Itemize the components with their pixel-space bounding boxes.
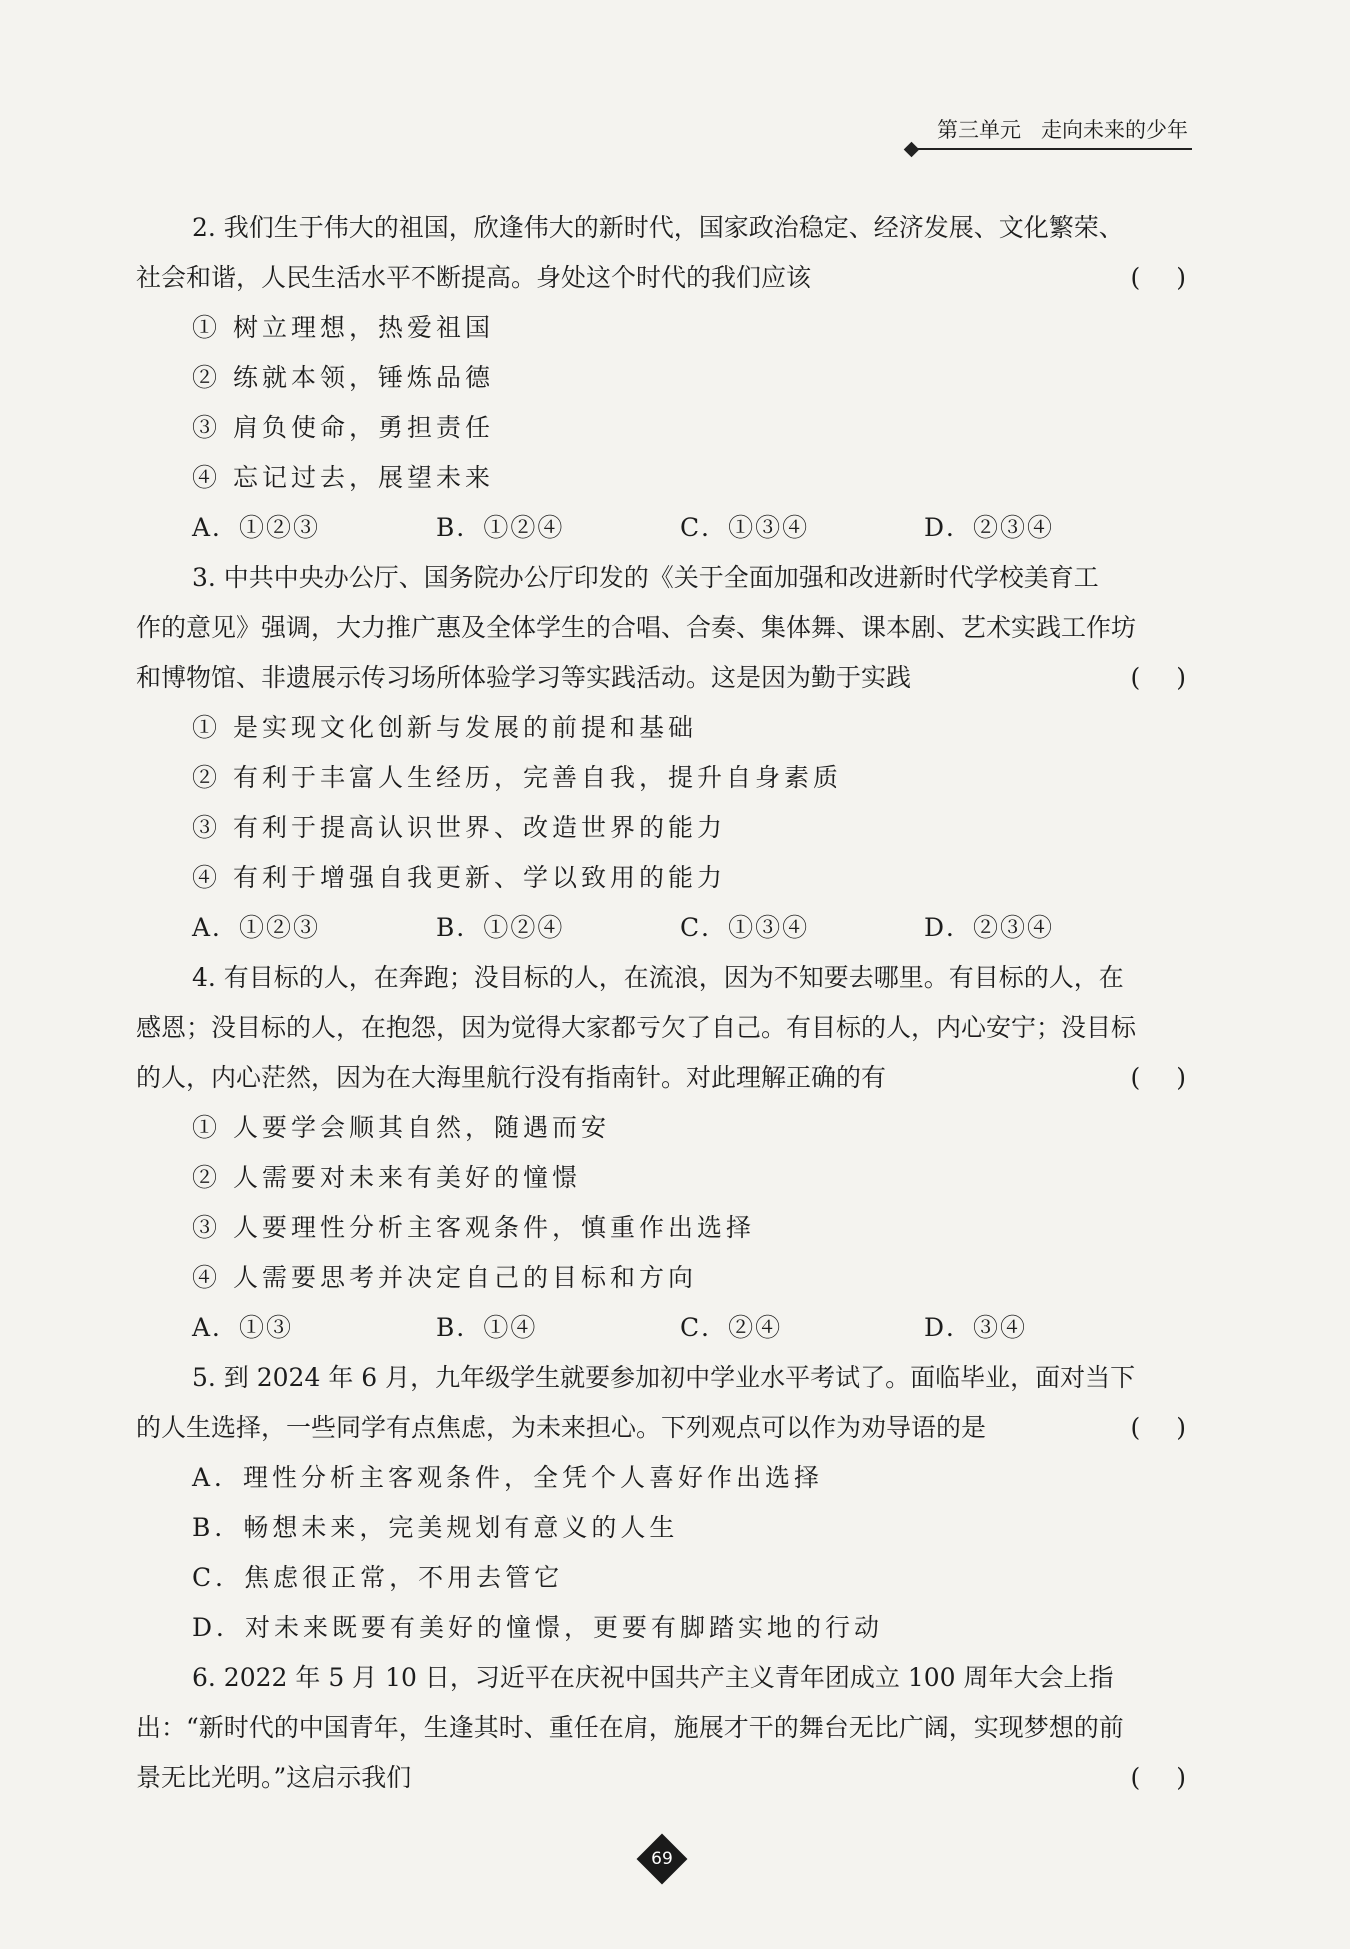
question-4-line-3 (136, 1053, 1192, 1103)
unit-title: 第三单元 走向未来的少年 (936, 118, 1188, 142)
question-5-option-c[interactable]: C．焦虑很正常，不用去管它 (192, 1563, 564, 1592)
choice-c[interactable]: C．①③④ (680, 513, 810, 542)
question-5-option-d[interactable]: D．对未来既要有美好的憧憬，更要有脚踏实地的行动 (192, 1613, 884, 1642)
question-6-line-3 (136, 1753, 1192, 1803)
question-5-option-b[interactable]: B．畅想未来，完美规划有意义的人生 (192, 1513, 679, 1542)
answer-blank[interactable]: ( ) (1130, 1063, 1186, 1092)
choice-c[interactable]: C．②④ (680, 1313, 783, 1342)
question-4-option-3: ③ 人要理性分析主客观条件，慎重作出选择 (192, 1213, 755, 1242)
page-number: 69 (651, 1849, 673, 1869)
diamond-bullet-icon (904, 142, 920, 158)
choice-d[interactable]: D．②③④ (924, 513, 1055, 542)
question-2-text: 社会和谐，人民生活水平不断提高。身处这个时代的我们应该 (136, 263, 812, 292)
choice-a[interactable]: A．①③ (192, 1313, 294, 1342)
question-6-text: 景无比光明。”这启示我们 (136, 1763, 412, 1792)
page-number-badge (638, 1835, 686, 1883)
question-3-option-3: ③ 有利于提高认识世界、改造世界的能力 (192, 813, 726, 842)
choice-c[interactable]: C．①③④ (680, 913, 810, 942)
choice-a[interactable]: A．①②③ (192, 913, 321, 942)
question-3-text: 和博物馆、非遗展示传习场所体验学习等实践活动。这是因为勤于实践 (136, 663, 912, 692)
choice-b[interactable]: B．①②④ (436, 513, 565, 542)
question-3-line-3 (136, 653, 1192, 703)
answer-blank[interactable]: ( ) (1130, 1763, 1186, 1792)
answer-blank[interactable]: ( ) (1130, 663, 1186, 692)
question-4-option-4: ④ 人需要思考并决定自己的目标和方向 (192, 1263, 697, 1292)
question-4-line-1: 4. 有目标的人，在奔跑；没目标的人，在流浪，因为不知要去哪里。有目标的人，在 (192, 963, 1124, 992)
choice-d[interactable]: D．③④ (924, 1313, 1028, 1342)
question-5-line-2 (136, 1403, 1192, 1453)
question-5-option-a[interactable]: A．理性分析主客观条件，全凭个人喜好作出选择 (192, 1463, 824, 1492)
question-6-line-2: 出：“新时代的中国青年，生逢其时、重任在肩，施展才干的舞台无比广阔，实现梦想的前 (136, 1713, 1124, 1742)
question-3-line-2: 作的意见》强调，大力推广惠及全体学生的合唱、合奏、集体舞、课本剧、艺术实践工作坊 (136, 613, 1137, 642)
question-4-text: 的人，内心茫然，因为在大海里航行没有指南针。对此理解正确的有 (136, 1063, 887, 1092)
question-5-text: 的人生选择，一些同学有点焦虑，为未来担心。下列观点可以作为劝导语的是 (136, 1413, 987, 1442)
question-2-line-2 (136, 253, 1192, 303)
choice-a[interactable]: A．①②③ (192, 513, 321, 542)
question-2-option-1: ① 树立理想，热爱祖国 (192, 313, 494, 342)
question-2-option-4: ④ 忘记过去，展望未来 (192, 463, 494, 492)
question-3-line-1: 3. 中共中央办公厅、国务院办公厅印发的《关于全面加强和改进新时代学校美育工 (192, 563, 1099, 592)
question-4-choices (136, 1303, 1192, 1353)
answer-blank[interactable]: ( ) (1130, 1413, 1186, 1442)
choice-b[interactable]: B．①④ (436, 1313, 538, 1342)
question-list (136, 203, 1192, 1803)
choice-d[interactable]: D．②③④ (924, 913, 1055, 942)
question-3-choices (136, 903, 1192, 953)
question-2-choices (136, 503, 1192, 553)
question-3-option-4: ④ 有利于增强自我更新、学以致用的能力 (192, 863, 726, 892)
question-4-option-1: ① 人要学会顺其自然，随遇而安 (192, 1113, 610, 1142)
question-4-option-2: ② 人需要对未来有美好的憧憬 (192, 1163, 581, 1192)
answer-blank[interactable]: ( ) (1130, 263, 1186, 292)
question-6-line-1: 6. 2022 年 5 月 10 日，习近平在庆祝中国共产主义青年团成立 100 周年大会上指 (192, 1663, 1114, 1692)
question-5-line-1: 5. 到 2024 年 6 月，九年级学生就要参加初中学业水平考试了。面临毕业，面对当下 (192, 1363, 1136, 1392)
choice-b[interactable]: B．①②④ (436, 913, 565, 942)
question-3-option-2: ② 有利于丰富人生经历，完善自我，提升自身素质 (192, 763, 842, 792)
question-4-line-2: 感恩；没目标的人，在抱怨，因为觉得大家都亏欠了自己。有目标的人，内心安宁；没目标 (136, 1013, 1137, 1042)
unit-header (912, 112, 1192, 150)
question-2-option-2: ② 练就本领，锤炼品德 (192, 363, 494, 392)
question-2-line-1: 2. 我们生于伟大的祖国，欣逢伟大的新时代，国家政治稳定、经济发展、文化繁荣、 (192, 213, 1124, 242)
question-2-option-3: ③ 肩负使命，勇担责任 (192, 413, 494, 442)
question-3-option-1: ① 是实现文化创新与发展的前提和基础 (192, 713, 697, 742)
